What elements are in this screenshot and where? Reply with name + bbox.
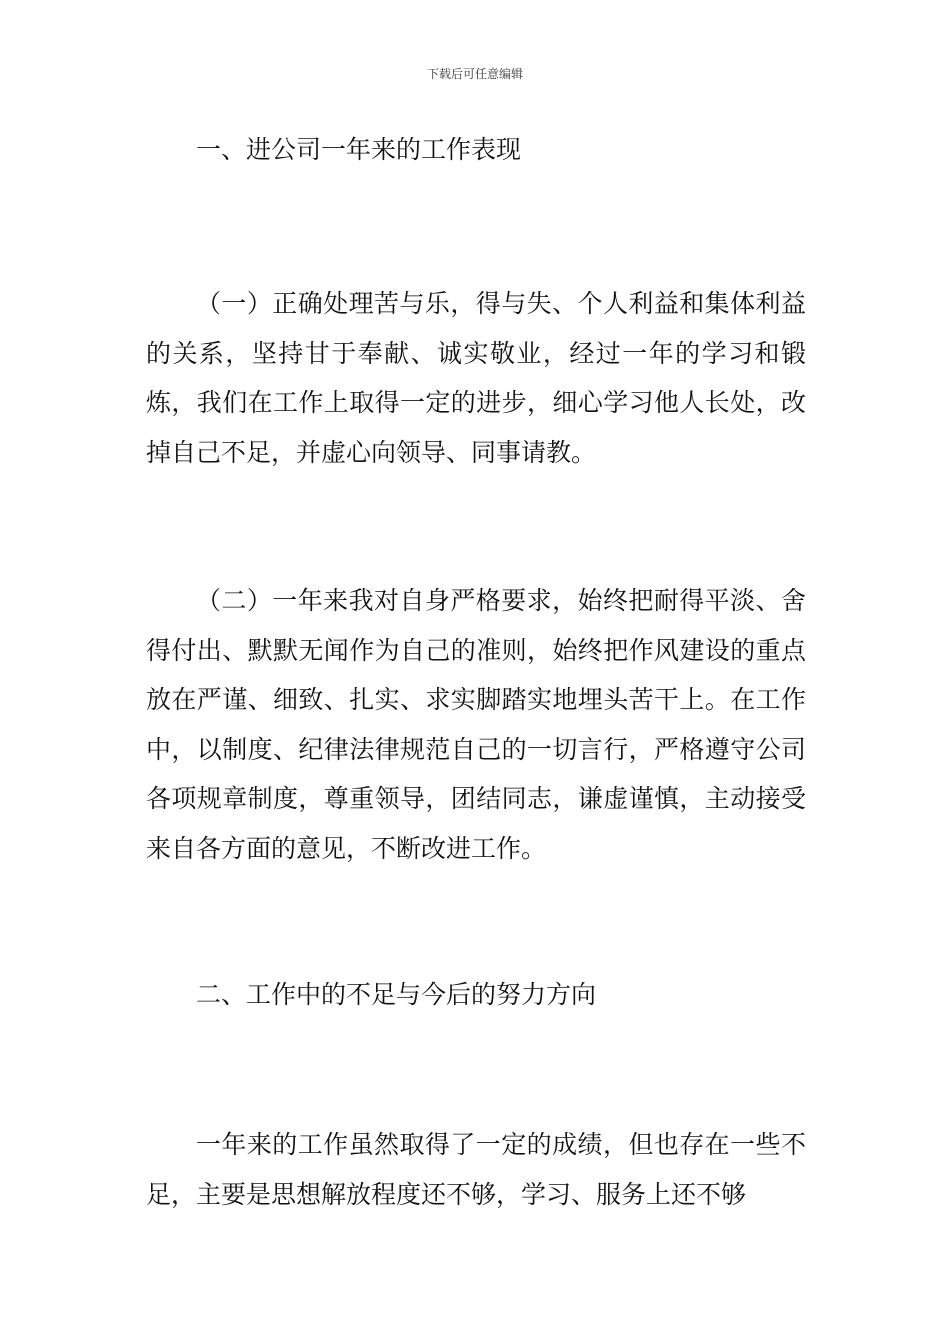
section-heading-2: 二、工作中的不足与今后的努力方向 bbox=[196, 980, 597, 1009]
paragraph-1: （一）正确处理苦与乐，得与失、个人利益和集体利益的关系，坚持甘于奉献、诚实敬业，经过一年的学习和锻炼，我们在工作上取得一定的进步，细心学习他人长处，改掉自己不足，并虚心向领导、同事请教。 bbox=[146, 289, 806, 467]
section-heading-1: 一、进公司一年来的工作表现 bbox=[196, 135, 522, 164]
header-note: 下载后可任意编辑 bbox=[426, 67, 523, 81]
paragraph-2: （二）一年来我对自身严格要求，始终把耐得平淡、舍得付出、默默无闻作为自己的准则，始终把作风建设的重点放在严谨、细致、扎实、求实脚踏实地埋头苦干上。在工作中，以制度、纪律法律规范自己的一切言行，严格遵守公司各项规章制度，尊重领导，团结同志，谦虚谨慎，主动接受来自各方面的意见，不断改进工作。 bbox=[146, 586, 806, 863]
paragraph-3: 一年来的工作虽然取得了一定的成绩，但也存在一些不足，主要是思想解放程度还不够，学习、服务上还不够 bbox=[146, 1130, 806, 1209]
